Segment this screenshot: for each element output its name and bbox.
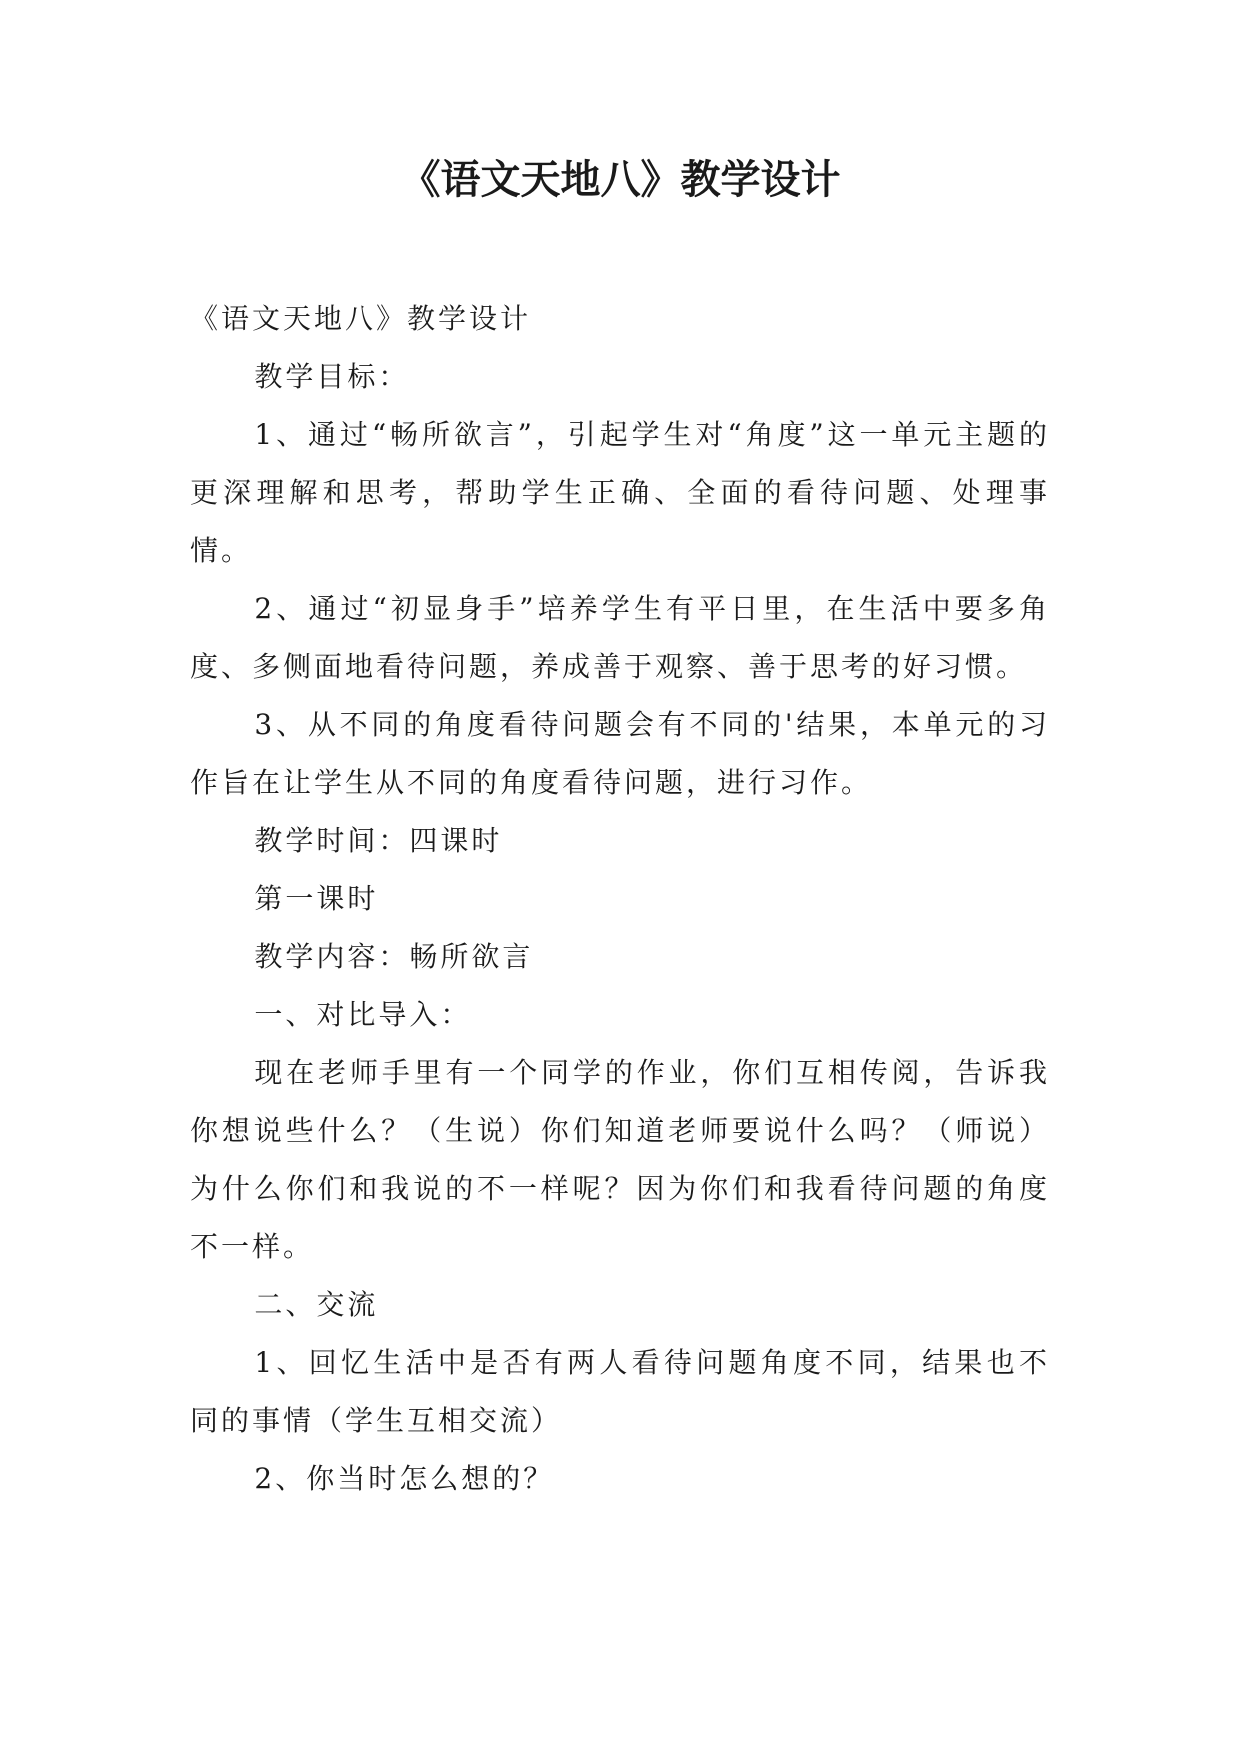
paragraph-teaching-content: 教学内容：畅所欲言 [254,940,534,973]
paragraph-section-one-body: 现在老师手里有一个同学的作业，你们互相传阅，告诉我你想说些什么？（生说）你们知道老师要说什么吗？（师说）为什么你们和我说的不一样呢？因为你们和我看待问题的角度不一样。 [190,1056,1050,1263]
paragraph-subtitle: 《语文天地八》教学设计 [190,302,532,335]
paragraph-objectives-heading: 教学目标： [254,360,410,393]
paragraph-section-one-heading: 一、对比导入： [254,998,472,1031]
paragraph-objective-3: 3、从不同的角度看待问题会有不同的'结果，本单元的习作旨在让学生从不同的角度看待问题，进行习作。 [190,708,1050,799]
paragraph-objective-1: 1、通过“畅所欲言”，引起学生对“角度”这一单元主题的更深理解和思考，帮助学生正确、全面的看待问题、处理事情。 [190,418,1050,567]
paragraph-section-two-item-1: 1、回忆生活中是否有两人看待问题角度不同，结果也不同的事情（学生互相交流） [190,1346,1050,1437]
paragraph-section-two-heading: 二、交流 [254,1288,379,1321]
document-body [190,290,1050,1508]
paragraph-lesson-one: 第一课时 [254,882,379,915]
paragraph-section-two-item-2: 2、你当时怎么想的？ [254,1462,555,1495]
document-title: 《语文天地八》教学设计 [400,157,841,203]
paragraph-teaching-time: 教学时间：四课时 [254,824,503,857]
paragraph-objective-2: 2、通过“初显身手”培养学生有平日里，在生活中要多角度、多侧面地看待问题，养成善于观察、善于思考的好习惯。 [190,592,1050,683]
